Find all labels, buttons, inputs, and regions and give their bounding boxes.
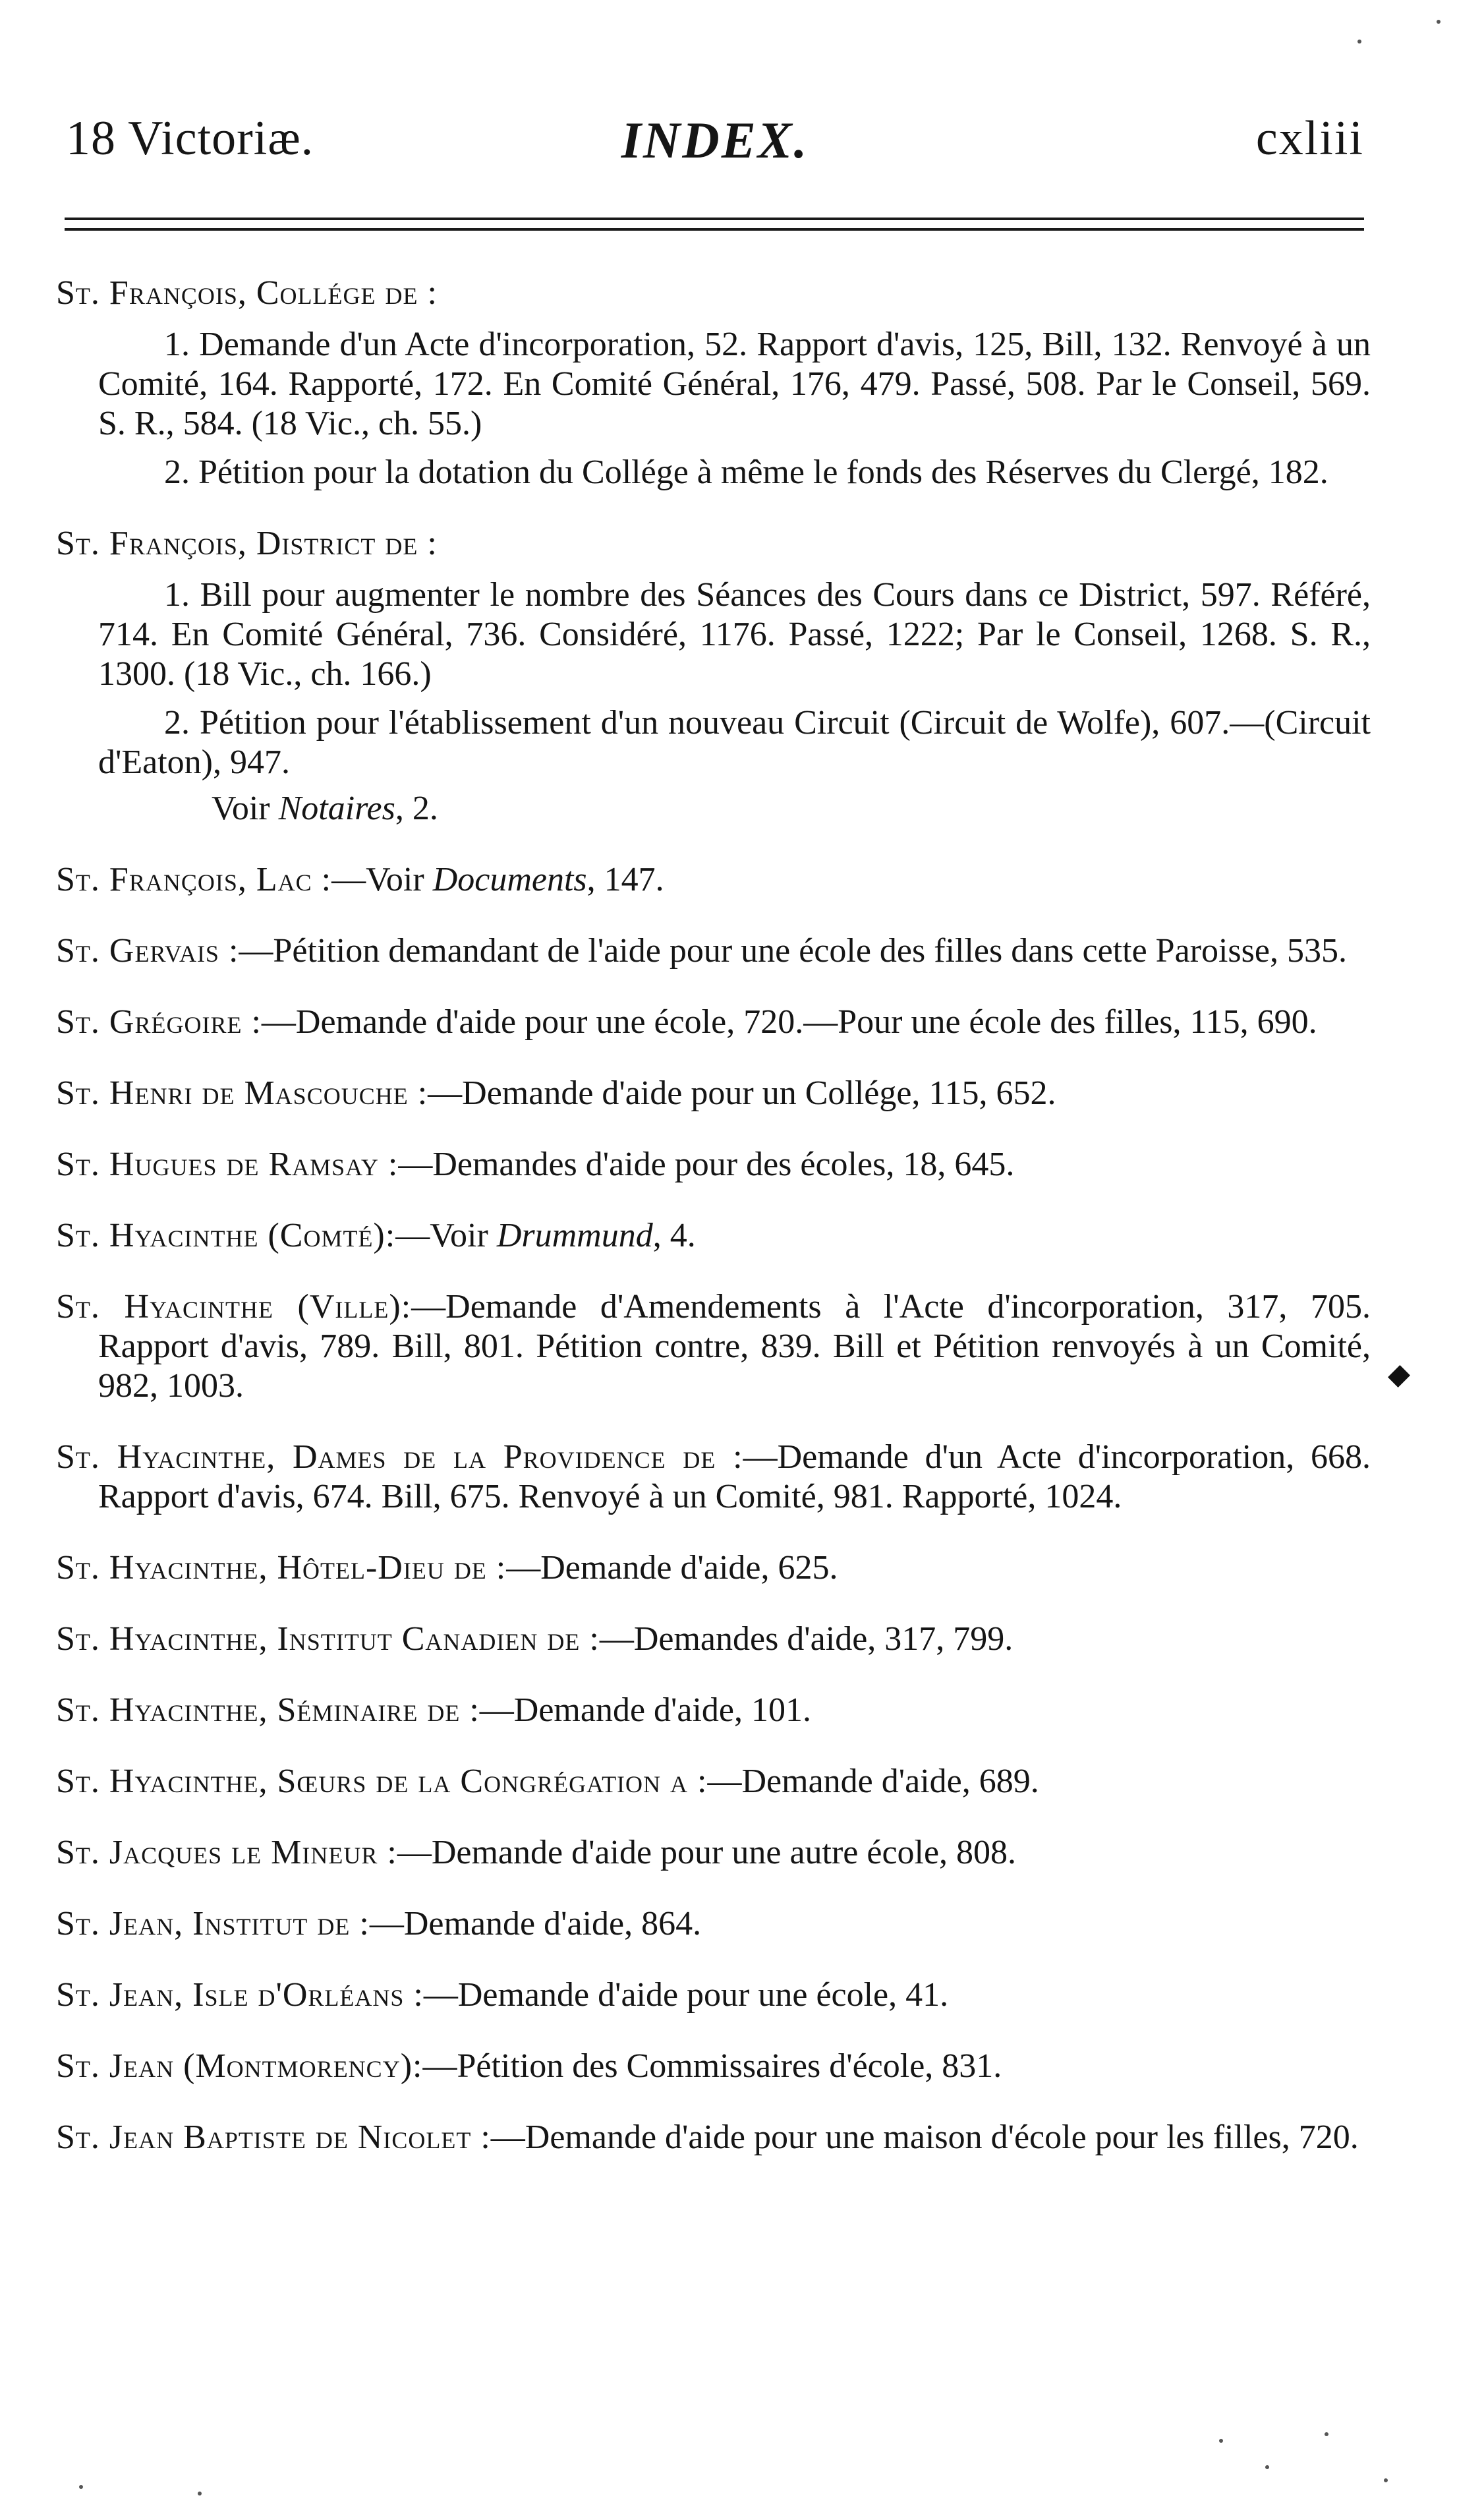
see-also-line — [56, 789, 1371, 829]
entry-heading: St. Grégoire : — [56, 1003, 262, 1041]
index-entry — [56, 2118, 1371, 2157]
entry-heading: St. Jean (Montmorency): — [56, 2047, 423, 2085]
index-entry — [56, 860, 1371, 900]
entry-text: —Demande d'aide pour une maison d'école pour les filles, 720. — [490, 2118, 1359, 2156]
print-speck — [1325, 2432, 1328, 2436]
print-speck — [1437, 20, 1441, 24]
index-entry — [56, 1145, 1371, 1184]
index-entry — [56, 274, 1371, 313]
subentry-text: 1. Bill pour augmenter le nombre des Séances des Cours dans ce District, 597. Référé, 714. En Comité Général, 736. Considéré, 1176. Passé, 1222; Par le Conseil, 1268. S. R., 1300. (18 Vic., ch. 166.) — [98, 576, 1371, 693]
subentry-text: 2. Pétition pour la dotation du Collége à même le fonds des Réserves du Clergé, 182. — [164, 453, 1328, 491]
entry-heading: St. Hyacinthe (Comté): — [56, 1217, 396, 1254]
entry-heading: St. Jean, Institut de : — [56, 1905, 370, 1942]
entry-text: —Demande d'aide pour une école, 41. — [423, 1976, 949, 2014]
entry-heading: St. Jean, Isle d'Orléans : — [56, 1976, 424, 2014]
index-entry — [56, 1833, 1371, 1873]
print-speck — [198, 2492, 202, 2495]
entry-heading: St. Jacques le Mineur : — [56, 1834, 397, 1871]
print-speck — [1357, 40, 1361, 44]
header-rule-bottom — [65, 228, 1364, 231]
index-entry — [56, 1438, 1371, 1517]
entry-text: —Demande d'aide pour une école, 720.—Pour une école des filles, 115, 690. — [261, 1003, 1317, 1041]
entry-text: —Pétition demandant de l'aide pour une école des filles dans cette Paroisse, 535. — [239, 932, 1347, 970]
print-speck — [1265, 2465, 1269, 2469]
entry-heading: St. Hyacinthe, Institut Canadien de : — [56, 1620, 600, 1658]
header-page-number: cxliii — [1255, 111, 1364, 165]
entry-heading: St. Gervais : — [56, 932, 239, 970]
index-subentry — [56, 453, 1371, 492]
ink-blot — [1388, 1365, 1410, 1387]
index-entry — [56, 1216, 1371, 1256]
see-also-number: , 2. — [395, 790, 438, 827]
entry-heading: St. Jean Baptiste de Nicolet : — [56, 2118, 491, 2156]
entry-text-suffix: , 147. — [586, 861, 664, 898]
index-entry — [56, 1074, 1371, 1113]
entry-text: —Voir — [331, 861, 433, 898]
page-header — [66, 111, 1364, 183]
header-rule-top — [65, 218, 1364, 220]
entry-heading: St. Hugues de Ramsay : — [56, 1146, 399, 1183]
index-entry — [56, 1975, 1371, 2015]
entry-heading: St. François, Lac : — [56, 861, 332, 898]
index-entries — [56, 274, 1371, 2189]
index-entry — [56, 1548, 1371, 1588]
index-subentry — [56, 325, 1371, 444]
index-entry — [56, 1003, 1371, 1042]
entry-text: —Demande d'aide, 101. — [479, 1691, 811, 1729]
entry-text: —Demande d'aide, 864. — [369, 1905, 702, 1942]
entry-heading: St. François, District de : — [56, 525, 438, 562]
entry-text: —Demande d'aide pour une autre école, 808. — [397, 1834, 1017, 1871]
print-speck — [79, 2485, 83, 2489]
entry-text: —Demande d'aide pour un Collége, 115, 652. — [428, 1074, 1056, 1112]
print-speck — [1219, 2439, 1223, 2443]
header-title: INDEX. — [621, 111, 809, 169]
index-entry — [56, 1762, 1371, 1801]
index-entry — [56, 1620, 1371, 1659]
entry-heading: St. Hyacinthe (Ville): — [56, 1288, 412, 1326]
index-entry — [56, 2047, 1371, 2086]
entry-text: —Demande d'Amendements à l'Acte d'incorporation, 317, 705. Rapport d'avis, 789. Bill, 801. Pétition contre, 839. Bill et Pétition renvoyés à un Comité, 982, 1003. — [98, 1288, 1371, 1405]
entry-text: —Demande d'aide, 625. — [506, 1549, 838, 1587]
entry-text: —Demandes d'aide, 317, 799. — [599, 1620, 1013, 1658]
index-subentry — [56, 703, 1371, 782]
entry-text: —Voir — [395, 1217, 497, 1254]
see-also-reference[interactable]: Notaires — [278, 790, 395, 827]
entry-heading: St. Hyacinthe, Hôtel-Dieu de : — [56, 1549, 507, 1587]
entry-heading: St. Hyacinthe, Dames de la Providence de : — [56, 1438, 743, 1476]
cross-reference[interactable]: Documents — [432, 861, 587, 898]
entry-text: —Demandes d'aide pour des écoles, 18, 645. — [398, 1146, 1015, 1183]
print-speck — [1384, 2478, 1388, 2482]
subentry-text: 2. Pétition pour l'établissement d'un nouveau Circuit (Circuit de Wolfe), 607.—(Circuit d'Eaton), 947. — [98, 704, 1371, 781]
index-entry — [56, 931, 1371, 971]
subentry-text: 1. Demande d'un Acte d'incorporation, 52. Rapport d'avis, 125, Bill, 132. Renvoyé à un Comité, 164. Rapporté, 172. En Comité Général, 176, 479. Passé, 508. Par le Conseil, 569. S. R., 584. (18 Vic., ch. 55.) — [98, 326, 1371, 442]
entry-text: —Pétition des Commissaires d'école, 831. — [422, 2047, 1002, 2085]
entry-text: —Demande d'un Acte d'incorporation, 668. Rapport d'avis, 674. Bill, 675. Renvoyé à un Comité, 981. Rapporté, 1024. — [98, 1438, 1371, 1515]
see-also-label: Voir — [212, 790, 270, 827]
index-subentry — [56, 575, 1371, 694]
entry-heading: St. Hyacinthe, Sœurs de la Congrégation a : — [56, 1763, 708, 1800]
index-entry — [56, 524, 1371, 564]
entry-text: —Demande d'aide, 689. — [707, 1763, 1039, 1800]
entry-text-suffix: , 4. — [652, 1217, 696, 1254]
entry-heading: St. Henri de Mascouche : — [56, 1074, 428, 1112]
entry-heading: St. François, Collége de : — [56, 274, 438, 312]
entry-heading: St. Hyacinthe, Séminaire de : — [56, 1691, 480, 1729]
index-entry — [56, 1904, 1371, 1944]
index-entry — [56, 1691, 1371, 1730]
cross-reference[interactable]: Drummund — [496, 1217, 653, 1254]
index-entry — [56, 1287, 1371, 1406]
header-left: 18 Victoriæ. — [66, 111, 314, 165]
